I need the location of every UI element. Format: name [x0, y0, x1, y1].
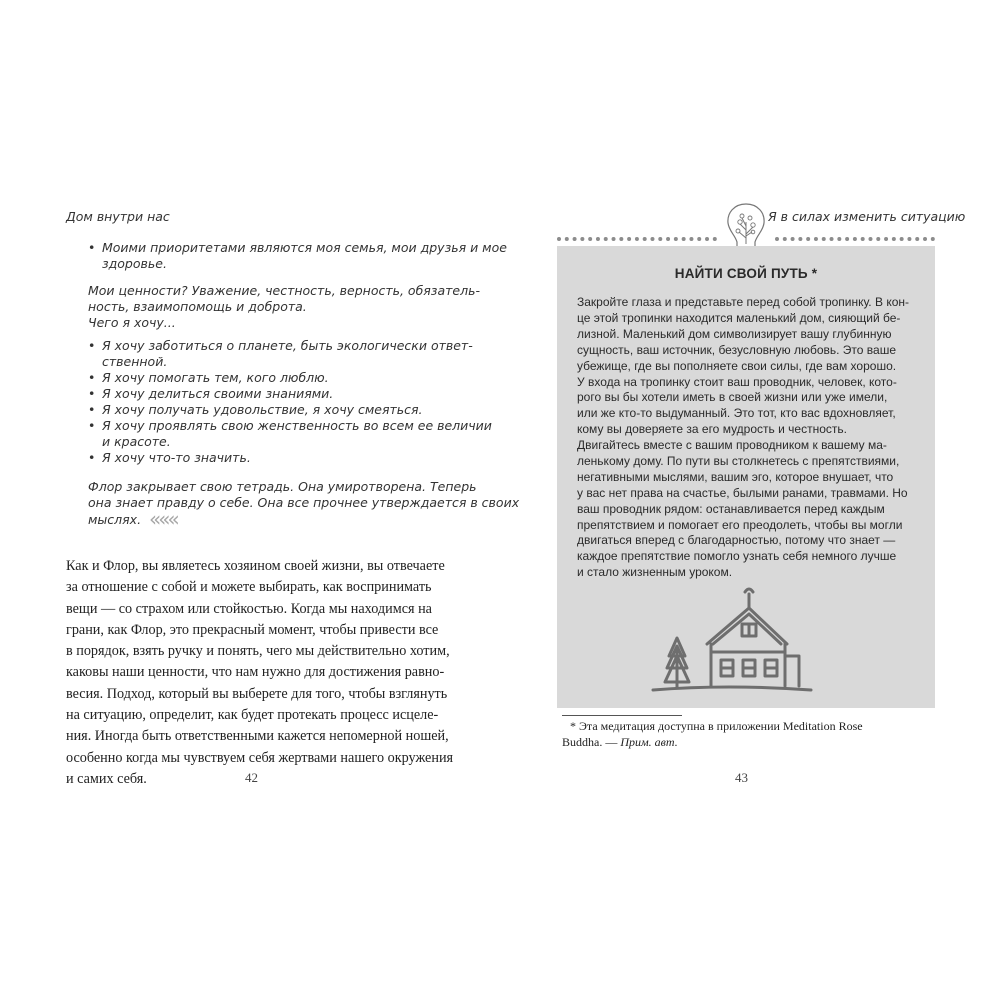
end-marker-icon: «««: [149, 507, 177, 531]
list-item: • Я хочу проявлять свою женственность во всем ее величии и красоте.: [88, 418, 492, 449]
exercise-box: [557, 246, 935, 708]
divider-dots-right: [775, 237, 935, 241]
list-item: • Я хочу помогать тем, кого люблю.: [88, 370, 329, 385]
exercise-title: НАЙТИ СВОЙ ПУТЬ *: [674, 266, 818, 281]
running-head-right: Я в силах изменить ситуацию: [768, 209, 966, 224]
bullet-icon: •: [88, 402, 96, 417]
bullet-icon: •: [88, 338, 96, 353]
list-item: • Я хочу делиться своими знаниями.: [88, 386, 334, 401]
list-item: • Я хочу заботиться о планете, быть экологически ответ- ственной.: [88, 338, 473, 369]
page-number-right: 43: [735, 770, 748, 785]
wants-list: [88, 338, 492, 466]
bullet-icon: •: [88, 386, 96, 401]
flor-paragraph: Флор закрывает свою тетрадь. Она умиротворена. Теперь она знает правду о себе. Она все прочнее утверждается в своих мыслях. «««: [88, 479, 520, 531]
footnote: * Эта медитация доступна в приложении Meditation Rose Buddha. — Прим. авт.: [562, 719, 863, 749]
values-paragraph: Мои ценности? Уважение, честность, верность, обязатель- ность, взаимопомощь и доброта. Чего я хочу...: [88, 283, 480, 330]
exercise-paragraph-1: Закройте глаза и представьте перед собой тропинку. В кон- це этой тропинки находится маленький дом, сияющий бе- лизной. Маленький дом символизирует вашу глубинную сущность, ваш источник, безусловную любовь. Это ваше убежище, где вы пополняете свои силы, где вам хорошо. У входа на тропинку стоит ваш проводник, человек, кото- рого вы бы хотели иметь в своей жизни или уже имели, или же кто-то выдуманный. Это тот, кто вас вдохновляет, кому вы доверяете за его мудрость и честность.: [577, 295, 909, 437]
priority-bullet: [88, 240, 507, 272]
bullet-icon: •: [88, 418, 96, 433]
list-item: • Я хочу получать удовольствие, я хочу смеяться.: [88, 402, 423, 417]
list-item: • Я хочу что-то значить.: [88, 450, 251, 465]
page-number-left: 42: [245, 770, 258, 785]
house-illustration-icon: [647, 586, 817, 696]
divider-dots-left: [557, 237, 717, 241]
bullet-icon: •: [88, 370, 96, 385]
bullet-icon: •: [88, 450, 96, 465]
exercise-paragraph-2: Двигайтесь вместе с вашим проводником к вашему ма- ленькому дому. По пути вы столкнетесь с препятствиями, негативными мыслями, вашим эго, которое внушает, что у вас нет права на счастье, былыми ранами, травмами. Но ваш проводник рядом: останавливается перед каждым препятствием и помогает его преодолеть, чтобы вы могли двигаться вперед с благодарностью, потому что знает — каждое препятствие помогло узнать себя немного лучше и стало жизненным уроком.: [577, 438, 908, 580]
footnote-rule: [562, 715, 682, 716]
running-head-left: Дом внутри нас: [66, 209, 170, 224]
body-text: Как и Флор, вы являетесь хозяином своей жизни, вы отвечаете за отношение с собой и можете выбирать, как воспринимать вещи — со страхом или стойкостью. Когда мы находимся на грани, как Флор, это прекрасный момент, чтобы привести все в порядок, взять ручку и понять, чего мы действительно хотим, каковы наши ценности, что нам нужно для достижения равно- весия. Подход, который вы выберете для того, чтобы взглянуть на ситуацию, определит, как будет протекать процесс исцеле- ния. Иногда быть ответственными кажется непомерной ношей, особенно когда мы чувствуем себя жертвами нашего окружения и самих себя.: [66, 558, 454, 787]
list-item: • Моими приоритетами являются моя семья, мои друзья и мое здоровье.: [88, 240, 507, 271]
bullet-icon: •: [88, 240, 96, 255]
